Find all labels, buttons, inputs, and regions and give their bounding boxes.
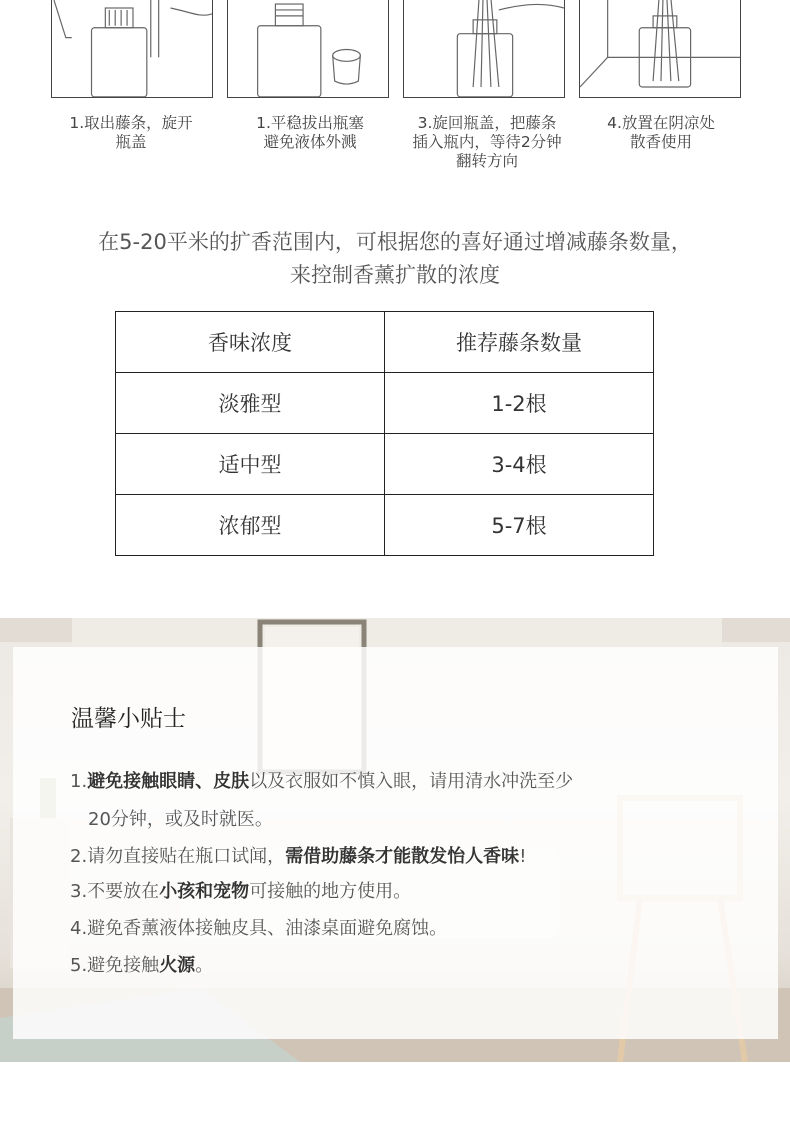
table-cell: 3-4根 (385, 434, 654, 495)
step-1-caption: 1.取出藤条，旋开 瓶盖 (69, 114, 193, 151)
tip-prefix: 2.请勿直接贴在瓶口试闻， (70, 846, 286, 867)
tip-item-2 (70, 845, 526, 869)
table-row (116, 434, 654, 495)
recommendation-table (115, 311, 654, 556)
tip-item-4 (70, 917, 447, 941)
tip-emphasis: 火源 (159, 955, 196, 976)
step-2-caption: 1.平稳拔出瓶塞 避免液体外溅 (256, 114, 364, 151)
step-1-illustration (51, 0, 213, 98)
table-cell: 淡雅型 (116, 373, 385, 434)
table-cell: 5-7根 (385, 495, 654, 556)
tip-emphasis: 需借助藤条才能散发怡人香味 (285, 846, 520, 867)
tip-item-5 (70, 954, 213, 978)
step-4-caption: 4.放置在阴凉处 散香使用 (607, 114, 715, 151)
table-cell: 浓郁型 (116, 495, 385, 556)
steps-section (0, 0, 790, 200)
table-cell: 1-2根 (385, 373, 654, 434)
intro-text: 在5-20平米的扩香范围内，可根据您的喜好通过增减藤条数量， 来控制香薰扩散的浓度 (98, 230, 692, 287)
step-4-illustration (579, 0, 741, 98)
step-2-illustration (227, 0, 389, 98)
tip-text: ! (519, 846, 527, 867)
tips-title: 温馨小贴士 (71, 706, 186, 732)
table-header-cell: 推荐藤条数量 (385, 312, 654, 373)
table-cell: 适中型 (116, 434, 385, 495)
tip-prefix: 1. (70, 771, 88, 792)
table-header-cell: 香味浓度 (116, 312, 385, 373)
step-3-illustration (403, 0, 565, 98)
tip-emphasis: 避免接触眼睛、皮肤 (87, 771, 250, 792)
tip-prefix: 3.不要放在 (70, 881, 160, 902)
tip-item-3 (70, 880, 411, 904)
step-3-caption: 3.旋回瓶盖，把藤条 插入瓶内，等待2分钟 翻转方向 (412, 114, 562, 170)
tip-text: 以及衣服如不慎入眼，请用清水冲洗至少 (249, 771, 574, 792)
tip-text: 。 (195, 955, 214, 976)
tip-text: 可接触的地方使用。 (249, 881, 412, 902)
tip-item-1-continued (88, 808, 273, 832)
tip-prefix: 4.避免香薰液体接触皮具、油漆桌面避免腐蚀。 (70, 918, 448, 939)
table-row (116, 495, 654, 556)
table-header-row (116, 312, 654, 373)
tip-text: 20分钟，或及时就医。 (88, 809, 273, 830)
tip-prefix: 5.避免接触 (70, 955, 160, 976)
tip-emphasis: 小孩和宠物 (159, 881, 250, 902)
table-row (116, 373, 654, 434)
tip-item-1 (70, 770, 573, 794)
